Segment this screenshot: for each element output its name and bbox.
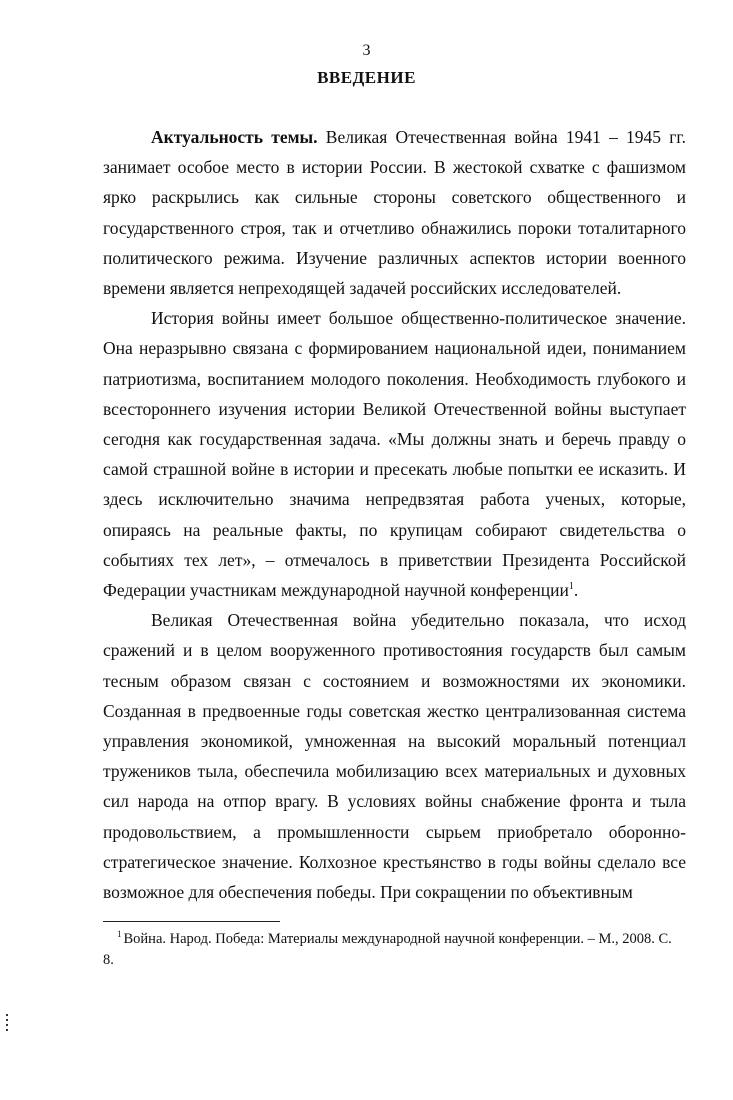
paragraph-war-history [103, 303, 686, 605]
footnote-divider [103, 921, 280, 922]
footnote [103, 929, 686, 971]
footnote-mark: 1 [117, 929, 122, 940]
paragraph-text: Великая Отечественная война убедительно показала, что исход сражений и в целом вооруженного противостояния государств был самым тесным образом связан с состоянием и возможностями их экономики. Созданная в предвоенные годы советская жестко централизованная система управления экономикой, умноженная на высокий моральный потенциал тружеников тыла, обеспечила мобилизацию всех материальных и духовных сил народа на отпор врагу. В условиях войны снабжение фронта и тыла продовольствием, а промышленности сырьем приобретало оборонно-стратегическое значение. Колхозное крестьянство в годы войны сделало все возможное для обеспечения победы. При сокращении по объективным [103, 610, 686, 903]
page-title: ВВЕДЕНИЕ [317, 68, 416, 87]
paragraph-economy [103, 605, 686, 907]
scan-artifact [6, 1014, 10, 1034]
page-number: 3 [362, 42, 371, 59]
paragraph-relevance [103, 122, 686, 303]
paragraph-end: . [573, 580, 579, 601]
footnote-reference: 1 [568, 581, 574, 593]
paragraph-text: Великая Отечественная война 1941 – 1945 гг. занимает особое место в истории России. В жестокой схватке с фашизмом ярко раскрылись как сильные стороны советского общественного и государственного строя, так и отчетливо обнажились пороки тоталитарного политического режима. Изучение различных аспектов истории военного времени является непреходящей задачей российских исследователей. [103, 127, 686, 299]
paragraph-lead-label: Актуальность темы. [151, 127, 318, 147]
footnote-text: Война. Народ. Победа: Материалы международной научной конференции. – М., 2008. С. 8. [103, 931, 672, 968]
body-text [103, 122, 686, 907]
paragraph-text: История войны имеет большое общественно-политическое значение. Она неразрывно связана с формированием национальной идеи, пониманием патриотизма, воспитанием молодого поколения. Необходимость глубокого и всестороннего изучения истории Великой Отечественной войны выступает сегодня как государственная задача. «Мы должны знать и беречь правду о самой страшной войне в истории и пресекать любые попытки ее исказить. И здесь исключительно значима непредвзятая работа ученых, которые, опираясь на реальные факты, по крупицам собирают свидетельства о событиях тех лет», – отмечалось в приветствии Президента Российской Федерации участникам международной научной конференции [103, 308, 686, 601]
